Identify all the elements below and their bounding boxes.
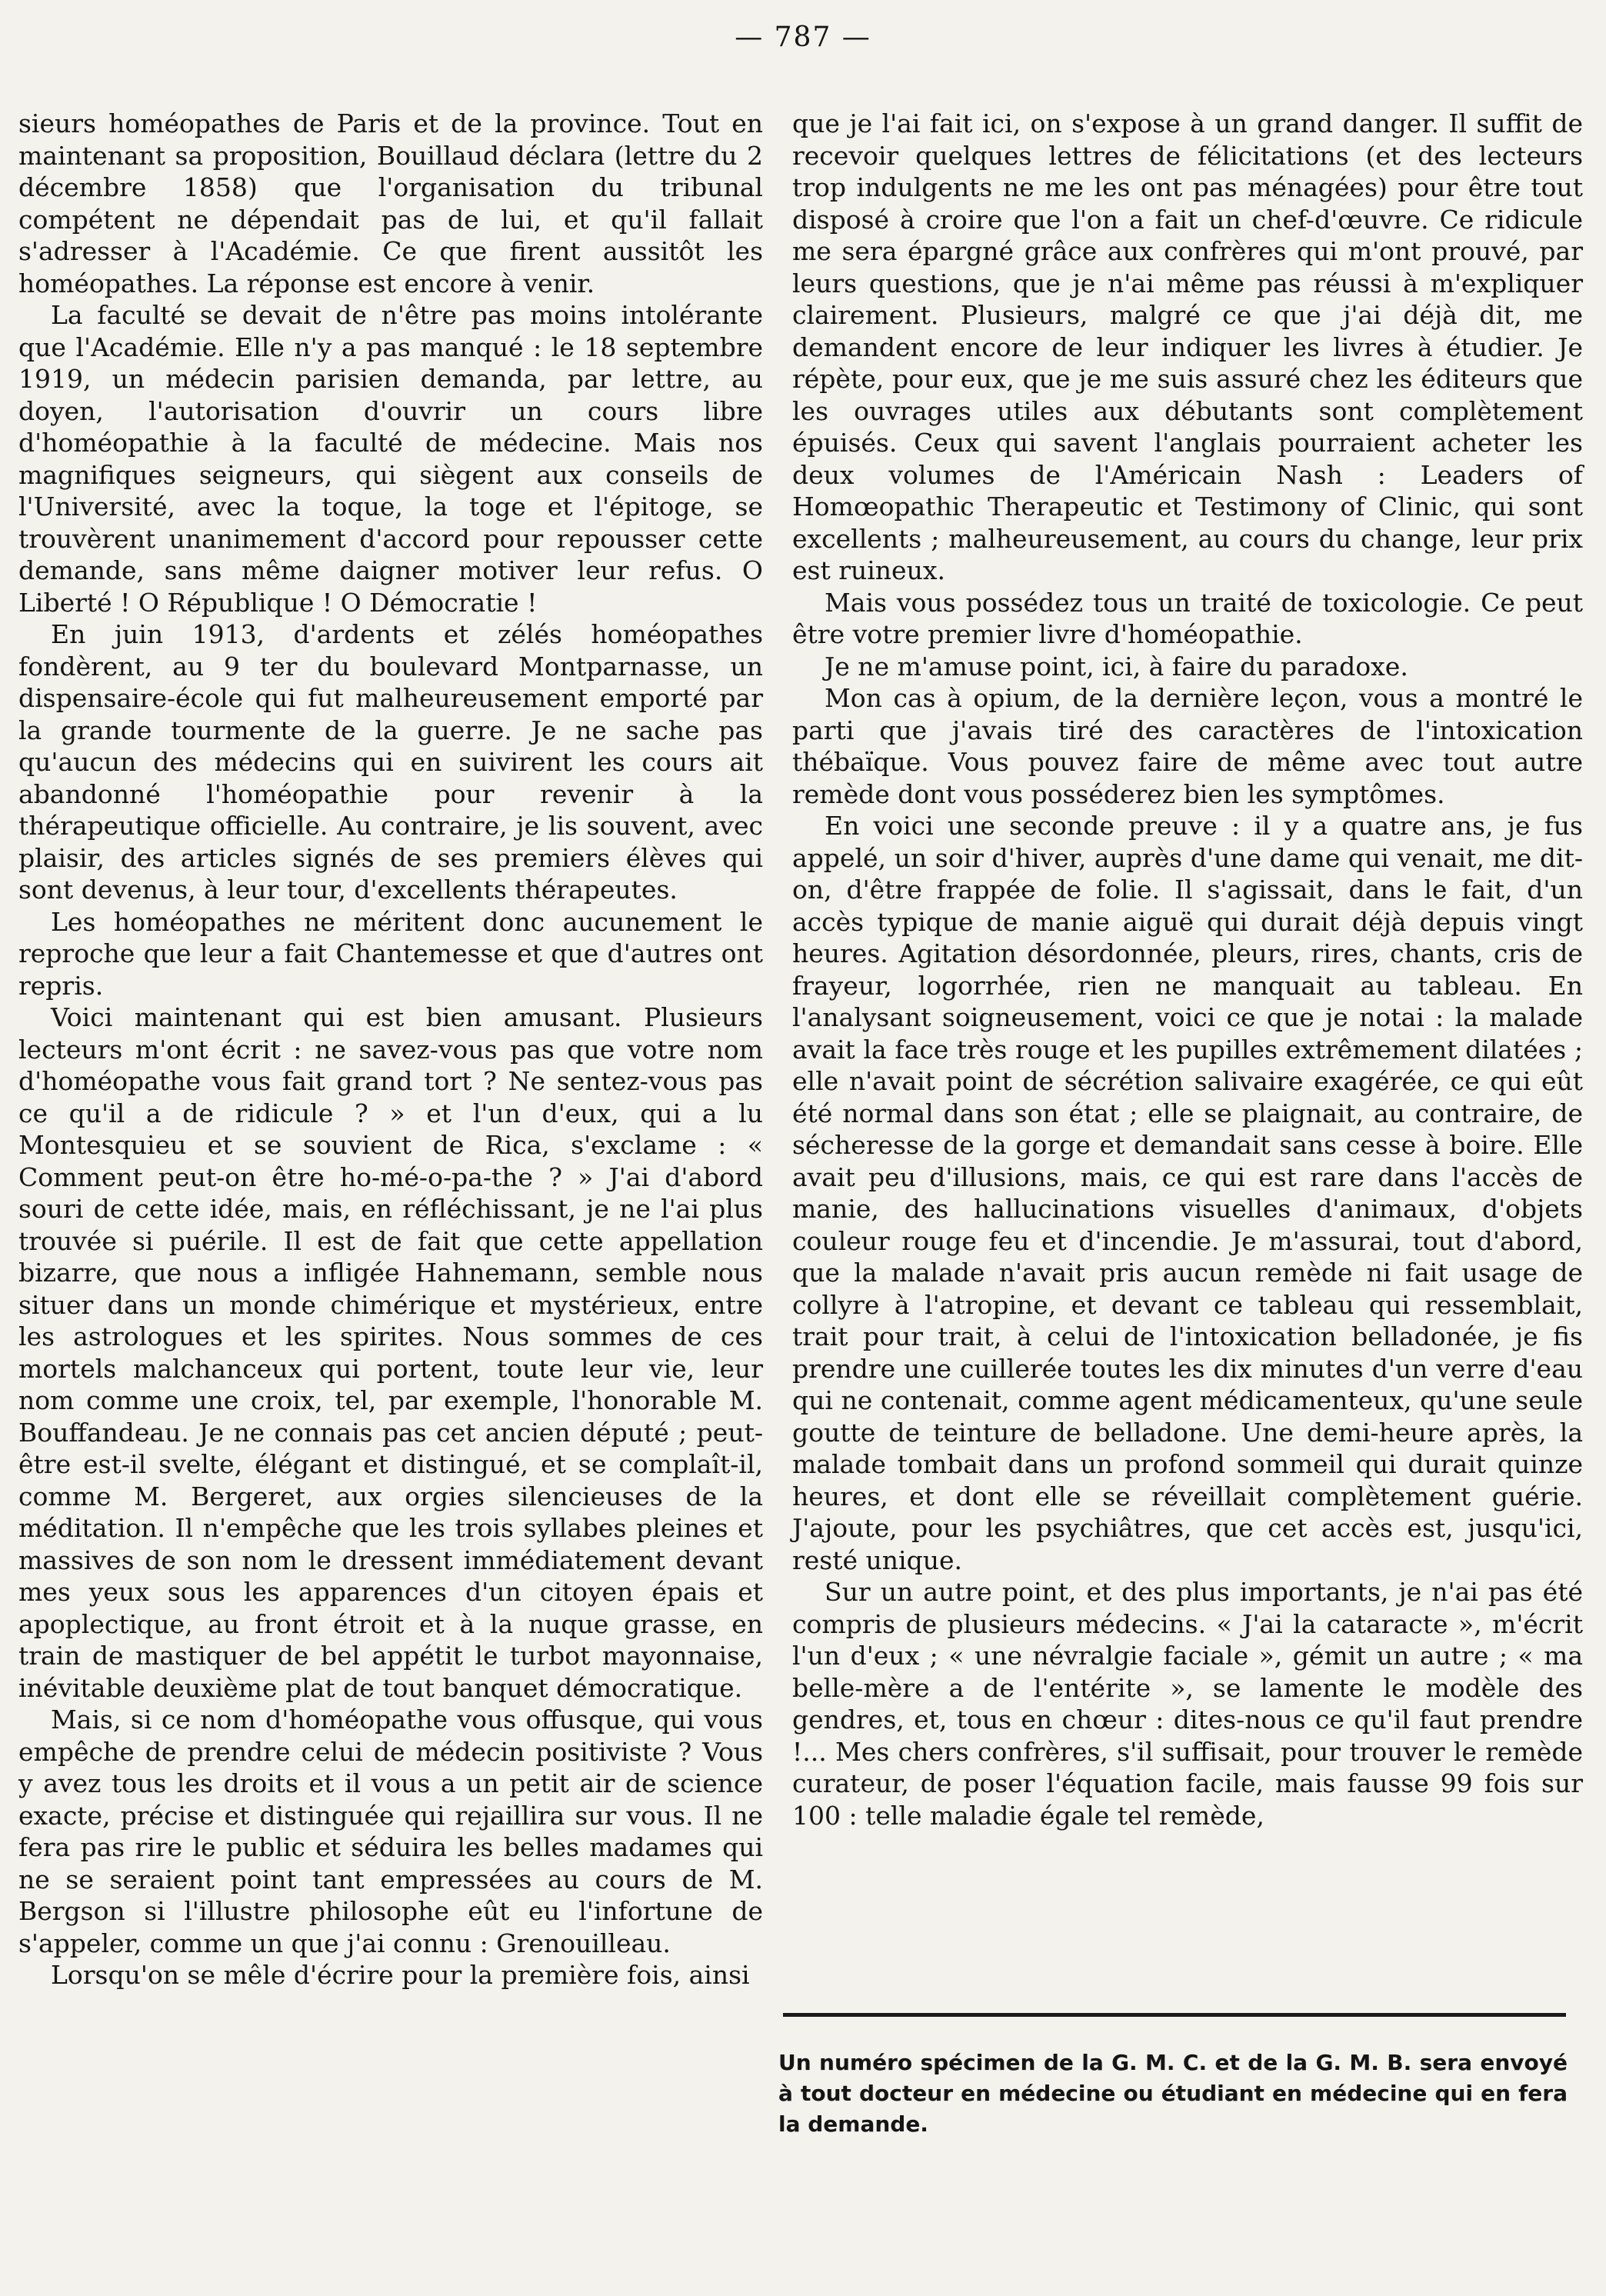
specimen-notice: Un numéro spécimen de la G. M. C. et de la G. M. B. sera envoyé à tout docteur en médecine ou étudiant en médecine qui en fera la demande. [778, 2050, 1568, 2137]
paragraph: que je l'ai fait ici, on s'expose à un grand danger. Il suffit de recevoir quelques lettres de félicitations (et des lecteurs trop indulgents ne me les ont pas ménagées) pour être tout disposé à croire que l'on a fait un chef-d'œuvre. Ce ridicule me sera épargné grâce aux confrères qui m'ont prouvé, par leurs questions, que je n'ai même pas réussi à m'expliquer clairement. Plusieurs, malgré ce que j'ai déjà dit, me demandent encore de leur indiquer les livres à étudier. Je répète, pour eux, que je me suis assuré chez les éditeurs que les ouvrages utiles aux débutants sont complètement épuisés. Ceux qui savent l'anglais pourraient acheter les deux volumes de l'Américain Nash : Leaders of Homœopathic Therapeutic et Testimony of Clinic, qui sont excellents ; malheureusement, au cours du change, leur prix est ruineux. [792, 108, 1583, 585]
paragraph: sieurs homéopathes de Paris et de la province. Tout en maintenant sa proposition, Bouillaud déclara (lettre du 2 décembre 1858) que l'organisation du tribunal compétent ne dépendait pas de lui, et qu'il fallait s'adresser à l'Académie. Ce que firent aussitôt les homéopathes. La réponse est encore à venir. [18, 108, 763, 298]
paragraph: Voici maintenant qui est bien amusant. Plusieurs lecteurs m'ont écrit : ne savez-vous pas que votre nom d'homéopathe vous fait grand tort ? Ne sentez-vous pas ce qu'il a de ridicule ? » et l'un d'eux, qui a lu Montesquieu et se souvient de Rica, s'exclame : « Comment peut-on être ho-mé-o-pa-the ? » J'ai d'abord souri de cette idée, mais, en réfléchissant, je ne l'ai plus trouvée si puérile. Il est de fait que cette appellation bizarre, que nous a infligée Hahnemann, semble nous situer dans un monde chimérique et mystérieux, entre les astrologues et les spirites. Nous sommes de ces mortels malchanceux qui portent, toute leur vie, leur nom comme une croix, tel, par exemple, l'honorable M. Bouffandeau. Je ne connais pas cet ancien député ; peut-être est-il svelte, élégant et distingué, et se complaît-il, comme M. Bergeret, aux orgies silencieuses de la méditation. Il n'empêche que les trois syllabes pleines et massives de son nom le dressent immédiatement devant mes yeux sous les apparences d'un citoyen épais et apoplectique, au front étroit et à la nuque grasse, en train de mastiquer de bel appétit le turbot mayonnaise, inévitable deuxième plat de tout banquet démocratique. [18, 1002, 763, 1703]
paragraph: Lorsqu'on se mêle d'écrire pour la première fois, ainsi [51, 1960, 750, 1990]
paragraph: En juin 1913, d'ardents et zélés homéopathes fondèrent, au 9 ter du boulevard Montparnasse, un dispensaire-école qui fut malheureusement emporté par la grande tourmente de la guerre. Je ne sache pas qu'aucun des médecins qui en suivirent les cours ait abandonné l'homéopathie pour revenir à la thérapeutique officielle. Au contraire, je lis souvent, avec plaisir, des articles signés de ses premiers élèves qui sont devenus, à leur tour, d'excellents thérapeutes. [18, 619, 763, 905]
paragraph: Mais vous possédez tous un traité de toxicologie. Ce peut être votre premier livre d'homéopathie. [792, 587, 1583, 649]
paragraph: Les homéopathes ne méritent donc aucunement le reproche que leur a fait Chantemesse et que d'autres ont repris. [18, 906, 763, 1001]
right-column [792, 108, 1583, 1831]
separator-rule [783, 2013, 1566, 2017]
paragraph: Je ne m'amuse point, ici, à faire du paradoxe. [825, 651, 1408, 681]
paragraph: Mon cas à opium, de la dernière leçon, vous a montré le parti que j'avais tiré des caractères de l'intoxication thébaïque. Vous pouvez faire de même avec tout autre remède dont vous posséderez bien les symptômes. [792, 683, 1583, 809]
paragraph: En voici une seconde preuve : il y a quatre ans, je fus appelé, un soir d'hiver, auprès d'une dame qui venait, me dit-on, d'être frappée de folie. Il s'agissait, dans le fait, d'un accès typique de manie aiguë qui durait déjà depuis vingt heures. Agitation désordonnée, pleurs, rires, chants, cris de frayeur, logorrhée, rien ne manquait au tableau. En l'analysant soigneusement, voici ce que je notai : la malade avait la face très rouge et les pupilles extrêmement dilatées ; elle n'avait point de sécrétion salivaire exagérée, ce qui eût été normal dans son état ; elle se plaignait, au contraire, de sécheresse de la gorge et demandait sans cesse à boire. Elle avait peu d'illusions, mais, ce qui est rare dans l'accès de manie, des hallucinations visuelles d'animaux, d'objets couleur rouge feu et d'incendie. Je m'assurai, tout d'abord, que la malade n'avait pris aucun remède ni fait usage de collyre à l'atropine, et devant ce tableau qui ressemblait, trait pour trait, à celui de l'intoxication belladonée, je fis prendre une cuillerée toutes les dix minutes d'un verre d'eau qui ne contenait, comme agent médicamenteux, qu'une seule goutte de teinture de belladone. Une demi-heure après, la malade tombait dans un profond sommeil qui durait quinze heures, et dont elle se réveillait complètement guérie. J'ajoute, pour les psychiâtres, que cet accès est, jusqu'ici, resté unique. [792, 811, 1583, 1575]
paragraph: La faculté se devait de n'être pas moins intolérante que l'Académie. Elle n'y a pas manqué : le 18 septembre 1919, un médecin parisien demanda, par lettre, au doyen, l'autorisation d'ouvrir un cours libre d'homéopathie à la faculté de médecine. Mais nos magnifiques seigneurs, qui siègent aux conseils de l'Université, avec la toque, la toge et l'épitoge, se trouvèrent unanimement d'accord pour repousser cette demande, sans même daigner motiver leur refus. O Liberté ! O République ! O Démocratie ! [18, 300, 763, 618]
left-column [18, 108, 763, 1991]
paragraph: Sur un autre point, et des plus importants, je n'ai pas été compris de plusieurs médecins. « J'ai la cataracte », m'écrit l'un d'eux ; « une névralgie faciale », gémit un autre ; « ma belle-mère a de l'entérite », se lamente le modèle des gendres, et, tous en chœur : dites-nous ce qu'il faut prendre !... Mes chers confrères, s'il suffisait, pour trouver le remède curateur, de poser l'équation facile, mais fausse 99 fois sur 100 : telle maladie égale tel remède, [792, 1577, 1583, 1831]
paragraph: Mais, si ce nom d'homéopathe vous offusque, qui vous empêche de prendre celui de médecin positiviste ? Vous y avez tous les droits et il vous a un petit air de science exacte, précise et distinguée qui rejaillira sur vous. Il ne fera pas rire le public et séduira les belles madames qui ne se seraient point tant empressées au cours de M. Bergson si l'illustre philosophe eût eu l'infortune de s'appeler, comme un que j'ai connu : Grenouilleau. [18, 1705, 763, 1958]
page-number: — 787 — [735, 22, 871, 53]
